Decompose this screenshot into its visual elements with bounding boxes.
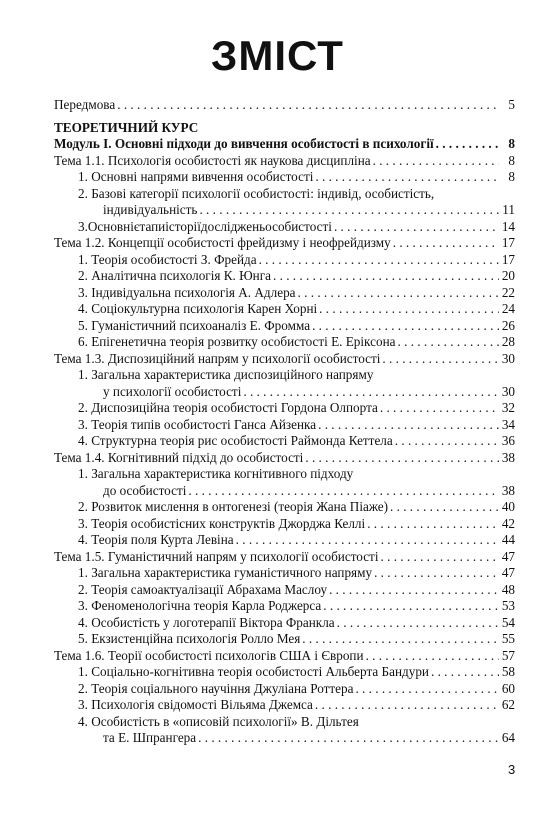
toc-entry xyxy=(54,483,515,500)
toc-leader-dots xyxy=(199,202,499,219)
toc-page-number: 40 xyxy=(501,499,515,514)
toc-entry-title: 1. Соціально-когнітивна теорія особистості Альберта Бандури xyxy=(78,664,429,679)
toc-leader-dots xyxy=(381,549,500,566)
toc-entry xyxy=(54,334,515,351)
toc-entry xyxy=(54,681,515,698)
toc-page-number: 8 xyxy=(508,169,515,184)
toc-section-heading: ТЕОРЕТИЧНИЙ КУРС xyxy=(54,119,199,135)
toc-page-number: 8 xyxy=(508,152,515,168)
toc-page-number: 38 xyxy=(501,482,515,498)
toc-leader-dots xyxy=(236,532,499,549)
toc-entry xyxy=(54,549,515,566)
toc-leader-dots xyxy=(334,219,499,236)
toc-leader-dots xyxy=(374,565,499,582)
toc-page-number: 38 xyxy=(501,449,515,465)
toc-entry-title: 2. Розвиток мислення в онтогенезі (теорія Жана Піаже) xyxy=(78,499,389,514)
toc-entry-title: Тема 1.6. Теорії особистості психологів США і Європи xyxy=(54,647,364,663)
toc-entry-title: Тема 1.3. Диспозиційний напрям у психології особистості xyxy=(54,350,381,366)
toc-page-number: 42 xyxy=(501,515,515,531)
toc-leader-dots xyxy=(302,631,499,648)
toc-entry xyxy=(54,400,515,417)
toc-entry-title: 2. Аналітична психологія К. Юнга xyxy=(78,268,271,283)
toc-leader-dots xyxy=(329,582,499,599)
toc-page-number: 53 xyxy=(501,598,515,613)
toc-entry-title: 6. Епігенетична теорія розвитку особистості Е. Еріксона xyxy=(78,334,396,349)
toc-entry-title: Тема 1.4. Когнітивний підхід до особистості xyxy=(54,449,304,465)
toc-entry-title: Тема 1.1. Психологія особистості як наукова дисципліна xyxy=(54,152,371,168)
toc-entry-title: 3. Теорія типів особистості Ганса Айзенка xyxy=(78,416,317,432)
toc-page-number: 60 xyxy=(501,680,515,696)
toc-entry-title: 4. Особистість в «описовій психології» В. Дільтея xyxy=(78,713,359,729)
toc-entry xyxy=(54,318,515,335)
toc-leader-dots xyxy=(398,334,500,351)
toc-entry xyxy=(54,97,515,114)
toc-entry-title: 5. Гуманістичний психоаналіз Е. Фромма xyxy=(78,317,311,333)
toc-leader-dots xyxy=(315,169,499,186)
toc-page-number: 48 xyxy=(501,581,515,597)
toc-leader-dots xyxy=(436,136,499,153)
toc-entry-title: 1. Основні напрями вивчення особистості xyxy=(78,169,314,184)
toc-entry xyxy=(54,582,515,599)
toc-entry xyxy=(54,153,515,170)
toc-leader-dots xyxy=(319,301,499,318)
toc-entry xyxy=(54,631,515,648)
toc-page-number: 54 xyxy=(501,614,515,630)
table-of-contents xyxy=(54,97,515,747)
toc-leader-dots xyxy=(393,235,499,252)
page-title: ЗМІСТ xyxy=(211,32,344,79)
toc-page-number: 55 xyxy=(501,631,515,646)
toc-entry-title: 2. Базові категорії психології особистості: індивід, особистість, xyxy=(78,185,435,201)
toc-leader-dots xyxy=(366,648,499,665)
toc-entry xyxy=(54,219,515,236)
toc-page-number: 57 xyxy=(501,647,515,663)
toc-entry-title: 5. Екзистенційна психологія Ролло Мея xyxy=(78,631,301,646)
toc-entry xyxy=(54,697,515,714)
toc-leader-dots xyxy=(198,730,499,747)
toc-leader-dots xyxy=(259,252,499,269)
toc-page-number: 47 xyxy=(501,548,515,564)
toc-page-number: 26 xyxy=(501,317,515,333)
toc-page-number: 17 xyxy=(501,235,515,250)
page-number: 3 xyxy=(508,762,516,777)
toc-entry-title: 2. Теорія соціального научіння Джуліана Роттера xyxy=(78,680,354,696)
toc-leader-dots xyxy=(395,433,499,450)
toc-entry-title: 3. Теорія особистісних конструктів Джорджа Келлі xyxy=(78,515,366,531)
toc-leader-dots xyxy=(188,483,499,500)
toc-page-number: 8 xyxy=(508,136,515,151)
toc-entry xyxy=(54,598,515,615)
toc-page-number: 17 xyxy=(501,251,515,267)
toc-entry-title: 4. Структурна теорія рис особистості Раймонда Кеттела xyxy=(78,433,393,448)
toc-entry-title: 1. Загальна характеристика когнітивного підходу xyxy=(78,466,354,481)
toc-entry-title: 3. Феноменологічна теорія Карла Роджерса xyxy=(78,598,322,613)
toc-entry xyxy=(54,433,515,450)
toc-leader-dots xyxy=(355,681,499,698)
toc-entry xyxy=(54,499,515,516)
toc-entry-title: Тема 1.5. Гуманістичний напрям у психології особистості xyxy=(54,548,379,564)
toc-page-number: 32 xyxy=(501,400,515,415)
toc-entry xyxy=(54,351,515,368)
toc-entry xyxy=(54,235,515,252)
toc-entry xyxy=(54,730,515,747)
toc-leader-dots xyxy=(117,97,499,114)
toc-page-number: 14 xyxy=(501,218,515,234)
toc-page-number: 36 xyxy=(501,433,515,448)
toc-entry-title: індивідуальність xyxy=(103,202,198,217)
toc-entry xyxy=(54,648,515,665)
toc-entry xyxy=(54,664,515,681)
toc-entry xyxy=(54,169,515,186)
toc-entry-title: 2. Теорія самоактуалізації Абрахама Маслоу xyxy=(78,581,328,597)
toc-entry-title: до особистості xyxy=(103,482,187,498)
toc-leader-dots xyxy=(243,384,499,401)
toc-entry xyxy=(54,565,515,582)
toc-page-number: 47 xyxy=(501,565,515,580)
toc-entry xyxy=(54,450,515,467)
toc-leader-dots xyxy=(312,318,499,335)
toc-entry xyxy=(54,268,515,285)
toc-entry-title: у психології особистості xyxy=(103,383,242,399)
toc-entry-title: Тема 1.2. Концепції особистості фрейдизму і неофрейдизму xyxy=(54,235,391,250)
toc-page-number: 44 xyxy=(501,532,515,547)
toc-page-number: 58 xyxy=(501,664,515,679)
toc-leader-dots xyxy=(380,400,499,417)
toc-leader-dots xyxy=(298,285,499,302)
toc-entry-title: 1. Загальна характеристика гуманістичного напряму xyxy=(78,565,373,580)
toc-leader-dots xyxy=(373,153,499,170)
toc-page-number: 11 xyxy=(502,202,515,217)
toc-page-number: 34 xyxy=(501,416,515,432)
toc-page-number: 20 xyxy=(501,268,515,283)
toc-leader-dots xyxy=(315,697,499,714)
toc-entry xyxy=(54,532,515,549)
toc-entry xyxy=(54,301,515,318)
toc-page-number: 62 xyxy=(501,697,515,712)
toc-page-number: 5 xyxy=(508,97,515,112)
toc-leader-dots xyxy=(323,598,499,615)
toc-entry-title: 4. Теорія поля Курта Левіна xyxy=(78,532,234,547)
toc-entry-title: 4. Особистість у логотерапії Віктора Франкла xyxy=(78,614,335,630)
toc-entry xyxy=(54,202,515,219)
toc-entry xyxy=(54,417,515,434)
toc-leader-dots xyxy=(273,268,499,285)
toc-entry-title: Передмова xyxy=(54,97,116,112)
toc-entry xyxy=(54,615,515,632)
toc-entry-title: 2. Диспозиційна теорія особистості Гордона Олпорта xyxy=(78,400,378,415)
toc-entry xyxy=(54,136,515,153)
toc-entry-title: 3. Психологія свідомості Вільяма Джемса xyxy=(78,697,313,712)
toc-entry xyxy=(54,252,515,269)
toc-entry-title: 1. Загальна характеристика диспозиційного напряму xyxy=(78,367,374,382)
toc-entry xyxy=(54,516,515,533)
toc-entry-title: 1. Теорія особистості З. Фрейда xyxy=(78,251,257,267)
toc-entry-title: 4. Соціокультурна психологія Карен Хорні xyxy=(78,301,318,316)
toc-leader-dots xyxy=(337,615,499,632)
toc-entry xyxy=(54,384,515,401)
toc-page-number: 30 xyxy=(501,350,515,366)
toc-page-number: 30 xyxy=(501,383,515,399)
toc-page-number: 22 xyxy=(501,284,515,300)
toc-entry-title: Модуль І. Основні підходи до вивчення особистості в психології xyxy=(54,136,434,151)
toc-entry-title: 3.Основнієтапиісторiїдослідженьособистості xyxy=(78,218,332,234)
toc-leader-dots xyxy=(318,417,499,434)
toc-leader-dots xyxy=(382,351,499,368)
toc-leader-dots xyxy=(431,664,499,681)
toc-page-number: 28 xyxy=(501,334,515,349)
toc-entry-title: та Е. Шпрангера xyxy=(103,730,197,745)
toc-leader-dots xyxy=(367,516,499,533)
toc-leader-dots xyxy=(305,450,499,467)
toc-entry xyxy=(54,285,515,302)
toc-page-number: 24 xyxy=(501,301,515,316)
toc-leader-dots xyxy=(390,499,499,516)
toc-entry-title: 3. Індивідуальна психологія А. Адлера xyxy=(78,284,296,300)
toc-page-number: 64 xyxy=(501,730,515,745)
